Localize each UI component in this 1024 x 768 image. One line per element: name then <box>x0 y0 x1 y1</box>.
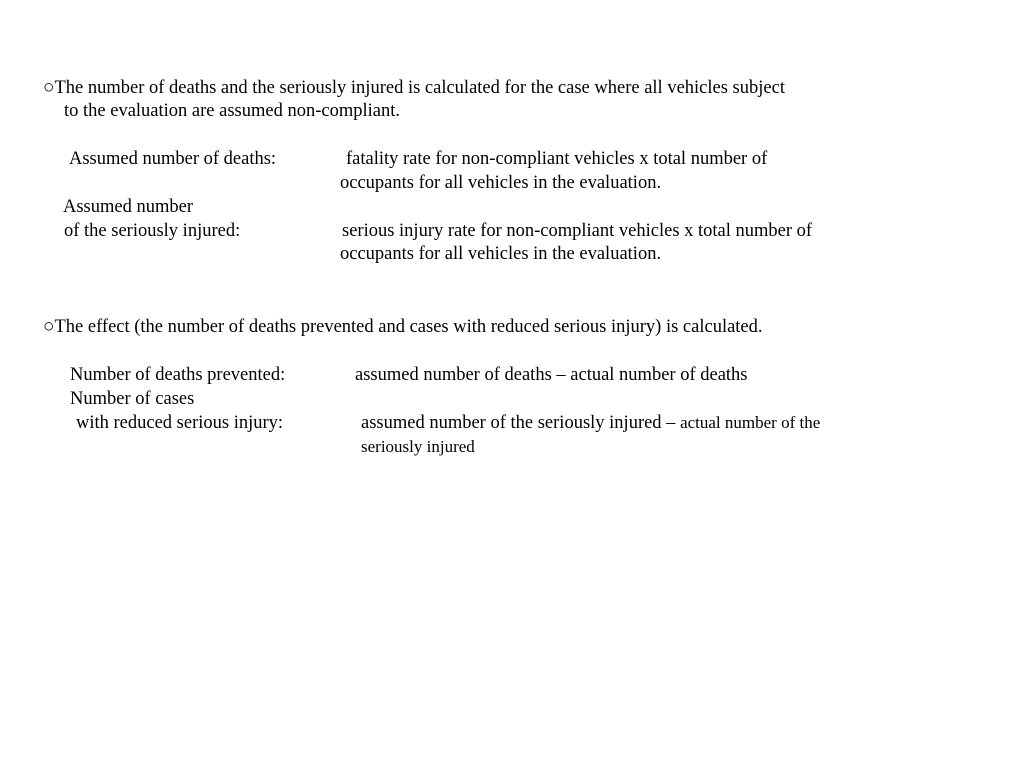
section1-line2: to the evaluation are assumed non-compliant. <box>64 101 400 121</box>
deaths-formula-line1: fatality rate for non-compliant vehicles x total number of <box>346 149 768 169</box>
section1-line1: The number of deaths and the seriously injured is calculated for the case where all vehicles subject <box>54 78 785 98</box>
reduced-formula-line2: seriously injured <box>361 437 475 456</box>
prevented-formula: assumed number of deaths – actual number of deaths <box>355 365 748 385</box>
bullet-circle-icon: ○ <box>43 77 55 98</box>
deaths-formula-line2: occupants for all vehicles in the evaluation. <box>340 173 662 193</box>
reduced-formula-tail: actual number of the <box>680 413 821 432</box>
deaths-label: Assumed number of deaths: <box>69 149 277 169</box>
prevented-label: Number of deaths prevented: <box>70 365 286 385</box>
reduced-label-line2: with reduced serious injury: <box>76 413 284 433</box>
reduced-formula-line1 <box>361 411 820 435</box>
injured-label-line2: of the seriously injured: <box>64 221 241 241</box>
reduced-formula-main: assumed number of the seriously injured – <box>361 413 676 433</box>
section2-heading <box>43 315 763 339</box>
bullet-circle-icon: ○ <box>43 316 55 337</box>
injured-formula-line1: serious injury rate for non-compliant vehicles x total number of <box>342 221 813 241</box>
injured-formula-line2: occupants for all vehicles in the evaluation. <box>340 244 662 264</box>
reduced-label-line1: Number of cases <box>70 389 195 409</box>
section1-heading <box>43 76 785 100</box>
injured-label-line1: Assumed number <box>63 197 193 217</box>
section2-line1: The effect (the number of deaths prevented and cases with reduced serious injury) is calculated. <box>54 317 763 337</box>
